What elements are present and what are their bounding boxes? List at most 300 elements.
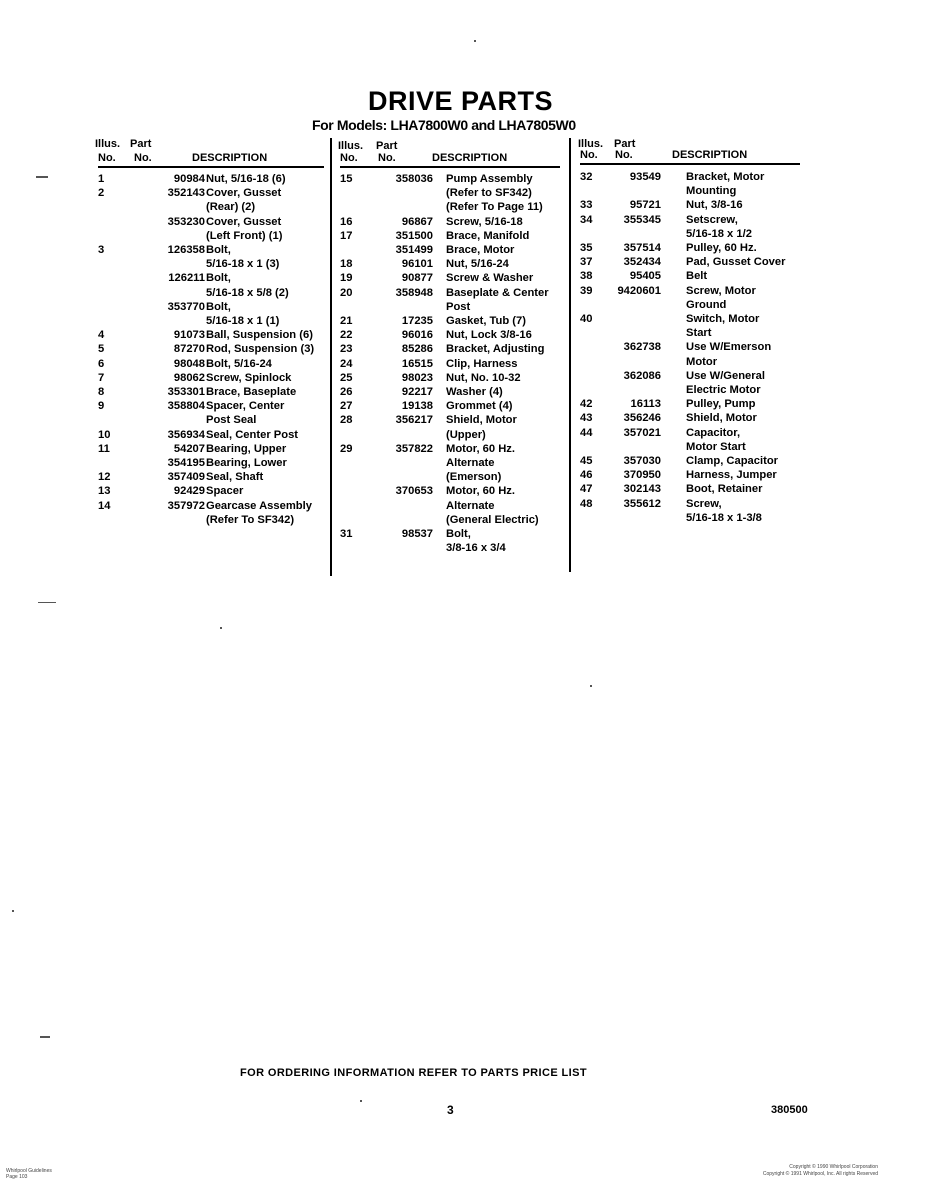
part-number: 352434 — [623, 256, 661, 269]
part-description — [446, 385, 560, 399]
description-line: Start — [686, 327, 712, 340]
scan-speck — [36, 176, 48, 178]
description-line: Pulley, 60 Hz. — [686, 242, 757, 255]
part-description — [446, 286, 560, 314]
table-row — [98, 300, 324, 328]
description-line: (General Electric) — [446, 513, 539, 526]
illus-number: 28 — [340, 414, 353, 427]
description-line: (Refer To SF342) — [206, 513, 295, 526]
table-row — [98, 442, 324, 456]
table-row — [340, 371, 560, 385]
header-rule — [580, 163, 800, 165]
description-line: Brace, Manifold — [446, 229, 530, 242]
illus-number: 34 — [580, 213, 593, 226]
table-row — [98, 385, 324, 399]
table-row — [340, 243, 560, 257]
part-description — [206, 442, 324, 456]
description-line: Alternate — [446, 457, 495, 470]
description-line: Baseplate & Center — [446, 286, 549, 299]
part-number: 90984 — [173, 173, 205, 185]
description-line: (Emerson) — [446, 471, 502, 484]
description-line: 5/16-18 x 1 (1) — [206, 315, 280, 328]
description-line: 5/16-18 x 1 (3) — [206, 258, 280, 271]
part-number: 92429 — [173, 485, 205, 498]
part-description — [686, 213, 800, 241]
illus-number: 11 — [98, 442, 110, 455]
illus-number: 17 — [340, 229, 353, 242]
description-line: 3/8-16 x 3/4 — [446, 542, 506, 555]
illus-number: 23 — [340, 343, 353, 356]
part-description — [206, 271, 324, 299]
table-row — [340, 215, 560, 229]
fine-print-right — [730, 1164, 878, 1178]
illus-number: 3 — [98, 244, 105, 257]
description-line: 5/16-18 x 1-3/8 — [686, 511, 762, 524]
description-line: Nut, 5/16-18 (6) — [206, 173, 286, 185]
parts-list — [580, 170, 800, 525]
illus-number: 1 — [98, 173, 105, 185]
illus-number: 48 — [580, 497, 593, 510]
description-line: Clamp, Capacitor — [686, 455, 779, 468]
part-description — [446, 271, 560, 285]
table-row — [340, 399, 560, 413]
illus-number: 8 — [98, 386, 105, 399]
part-label: Part — [130, 138, 152, 150]
description-line: Nut, 3/8-16 — [686, 199, 743, 212]
column-header — [95, 138, 324, 168]
part-number: 357972 — [167, 499, 205, 512]
description-line: Rod, Suspension (3) — [206, 343, 315, 356]
part-number: 356934 — [167, 428, 205, 441]
table-row — [98, 172, 324, 186]
scan-speck — [40, 1036, 50, 1038]
table-row — [580, 369, 800, 397]
scan-speck — [474, 40, 476, 42]
description-line: Seal, Shaft — [206, 471, 264, 484]
description-line: Use W/General — [686, 369, 765, 382]
part-description — [206, 399, 324, 427]
part-number: 126358 — [167, 244, 205, 257]
part-number: 353230 — [167, 215, 205, 228]
fine-print-line: Whirlpool Guidelines — [6, 1168, 52, 1174]
document-number: 380500 — [771, 1104, 808, 1116]
illus-number: 21 — [340, 315, 353, 328]
part-number: 19138 — [401, 400, 433, 413]
part-number: 16113 — [630, 398, 661, 411]
table-row — [340, 484, 560, 527]
description-line: Bolt, 5/16-24 — [206, 357, 272, 370]
table-row — [98, 243, 324, 271]
illus-label: Illus. — [95, 138, 121, 150]
part-number: 96867 — [401, 215, 433, 228]
description-label: DESCRIPTION — [192, 152, 268, 164]
table-row — [340, 271, 560, 285]
part-description — [686, 454, 800, 468]
part-number: 362086 — [623, 369, 661, 382]
description-line: Spacer, Center — [206, 400, 285, 413]
part-number: 95405 — [629, 270, 661, 283]
part-description — [446, 527, 560, 555]
part-number: 302143 — [623, 483, 661, 496]
illus-number: 16 — [340, 215, 353, 228]
table-row — [580, 284, 800, 312]
description-line: Screw, Spinlock — [206, 371, 292, 384]
part-number: 353770 — [167, 300, 205, 313]
part-description — [446, 357, 560, 371]
table-row — [340, 328, 560, 342]
part-description — [446, 328, 560, 342]
illus-number: 7 — [98, 371, 105, 384]
description-line: Switch, Motor — [686, 313, 760, 326]
table-row — [580, 497, 800, 525]
illus-number: 10 — [98, 428, 111, 441]
illus-number: 43 — [580, 412, 593, 425]
description-line: Gasket, Tub (7) — [446, 315, 526, 328]
illus-number: 12 — [98, 471, 111, 484]
illus-number: 29 — [340, 442, 353, 455]
part-number: 357021 — [623, 426, 661, 439]
table-row — [340, 286, 560, 314]
description-line: Screw, — [686, 497, 722, 510]
part-number: 358804 — [167, 400, 205, 413]
part-description — [686, 198, 800, 212]
page-title: DRIVE PARTS — [367, 86, 554, 116]
part-number: 357030 — [623, 455, 661, 468]
part-description — [686, 340, 800, 368]
description-line: (Refer To Page 11) — [446, 201, 543, 214]
part-description — [446, 243, 560, 257]
illus-number: 15 — [340, 173, 353, 185]
part-number: 355612 — [623, 497, 661, 510]
illus-number: 37 — [580, 256, 593, 269]
part-description — [446, 257, 560, 271]
part-description — [686, 369, 800, 397]
description-line: Bearing, Lower — [206, 457, 287, 470]
description-line: Ground — [686, 298, 727, 311]
parts-list — [98, 172, 324, 527]
part-description — [206, 328, 324, 342]
description-line: Bracket, Motor — [686, 171, 765, 183]
part-number: 357409 — [167, 471, 205, 484]
table-row — [340, 229, 560, 243]
illus-number: 39 — [580, 284, 593, 297]
table-row — [340, 413, 560, 441]
description-line: Bolt, — [446, 528, 471, 541]
illus-number: 42 — [580, 398, 593, 411]
description-line: Motor Start — [686, 440, 746, 453]
part-description — [686, 411, 800, 425]
description-line: Bearing, Upper — [206, 442, 287, 455]
part-number: 370950 — [623, 469, 661, 482]
table-row — [580, 269, 800, 283]
part-description — [446, 172, 560, 215]
illus-label: Illus. — [338, 140, 364, 152]
description-line: Post Seal — [206, 414, 257, 427]
ordering-note: FOR ORDERING INFORMATION REFER TO PARTS PRICE LIST — [240, 1067, 587, 1079]
description-line: Setscrew, — [686, 213, 738, 226]
table-row — [98, 271, 324, 299]
table-row — [340, 257, 560, 271]
description-line: Cover, Gusset — [206, 215, 282, 228]
description-line: Ball, Suspension (6) — [206, 329, 313, 342]
part-number: 351499 — [395, 244, 433, 257]
part-number: 96016 — [401, 329, 433, 342]
part-description — [686, 170, 800, 198]
part-description — [686, 497, 800, 525]
table-row — [580, 340, 800, 368]
part-number: 95721 — [629, 199, 661, 212]
part-description — [686, 255, 800, 269]
fine-print-line: Copyright © 1990 Whirlpool Corporation — [789, 1164, 878, 1170]
part-description — [446, 413, 560, 441]
part-number: 98023 — [401, 371, 433, 384]
part-number: 87270 — [173, 343, 205, 356]
description-line: Pulley, Pump — [686, 398, 756, 411]
illus-number: 2 — [98, 187, 105, 200]
table-row — [580, 454, 800, 468]
description-line: Shield, Motor — [446, 414, 517, 427]
table-row — [580, 213, 800, 241]
illus-number: 32 — [580, 171, 593, 183]
part-number: 17235 — [401, 315, 433, 328]
no-label: No. — [98, 152, 116, 164]
part-description — [446, 371, 560, 385]
description-line: Motor, 60 Hz. — [446, 485, 515, 498]
description-line: Grommet (4) — [446, 400, 513, 413]
part-number: 356217 — [395, 414, 433, 427]
part-description — [206, 456, 324, 470]
part-label: Part — [614, 138, 636, 150]
part-description — [206, 243, 324, 271]
illus-label: Illus. — [578, 138, 604, 150]
table-row — [340, 172, 560, 215]
table-row — [98, 371, 324, 385]
scan-speck — [220, 627, 222, 629]
description-line: Spacer — [206, 485, 244, 498]
part-description — [206, 371, 324, 385]
illus-number: 4 — [98, 329, 105, 342]
part-description — [686, 241, 800, 255]
description-line: Belt — [686, 270, 708, 283]
description-line: Pump Assembly — [446, 173, 533, 185]
description-line: Gearcase Assembly — [206, 499, 312, 512]
illus-number: 35 — [580, 242, 593, 255]
part-description — [686, 284, 800, 312]
part-number: 354195 — [167, 457, 205, 470]
illus-number: 13 — [98, 485, 111, 498]
fine-print-line: Copyright © 1991 Whirlpool, Inc. All rights Reserved — [762, 1171, 878, 1177]
description-line: 5/16-18 x 5/8 (2) — [206, 286, 289, 299]
part-number: 91073 — [173, 329, 205, 342]
table-row — [580, 170, 800, 198]
part-number: 96101 — [401, 258, 433, 271]
part-description — [446, 442, 560, 485]
part-number: 358036 — [395, 173, 433, 185]
description-line: Harness, Jumper — [686, 469, 777, 482]
part-number: 16515 — [401, 357, 433, 370]
part-number: 85286 — [401, 343, 433, 356]
part-description — [446, 229, 560, 243]
description-label: DESCRIPTION — [432, 152, 508, 164]
table-row — [340, 357, 560, 371]
description-line: Post — [446, 300, 471, 313]
part-description — [686, 269, 800, 283]
part-description — [206, 357, 324, 371]
illus-number: 14 — [98, 499, 111, 512]
illus-number: 24 — [340, 357, 353, 370]
part-number: 93549 — [629, 171, 661, 183]
table-row — [98, 215, 324, 243]
part-no-label: No. — [378, 152, 396, 164]
illus-number: 27 — [340, 400, 353, 413]
description-line: Brace, Baseplate — [206, 386, 297, 399]
table-row — [580, 255, 800, 269]
illus-number: 33 — [580, 199, 593, 212]
table-row — [580, 312, 800, 340]
illus-number: 26 — [340, 386, 353, 399]
part-description — [686, 426, 800, 454]
part-no-label: No. — [615, 149, 633, 161]
part-number: 98537 — [401, 528, 433, 541]
part-number: 353301 — [167, 386, 205, 399]
part-description — [206, 300, 324, 328]
description-line: Brace, Motor — [446, 244, 515, 257]
table-row — [580, 397, 800, 411]
table-row — [340, 385, 560, 399]
part-description — [206, 385, 324, 399]
description-line: 5/16-18 x 1/2 — [686, 227, 752, 240]
part-description — [446, 314, 560, 328]
part-description — [686, 468, 800, 482]
part-number: 355345 — [623, 213, 661, 226]
description-line: Motor — [686, 355, 718, 368]
table-row — [98, 399, 324, 427]
illus-number: 25 — [340, 371, 353, 384]
table-row — [340, 342, 560, 356]
part-description — [686, 397, 800, 411]
part-number: 356246 — [623, 412, 661, 425]
part-number: 362738 — [623, 341, 661, 354]
column-divider — [330, 138, 332, 576]
description-line: Boot, Retainer — [686, 483, 763, 496]
table-row — [580, 241, 800, 255]
part-description — [206, 484, 324, 498]
description-line: Mounting — [686, 185, 737, 198]
description-line: Use W/Emerson — [686, 341, 772, 354]
part-number: 98048 — [173, 357, 205, 370]
part-number: 90877 — [401, 272, 433, 285]
illus-number: 6 — [98, 357, 105, 370]
part-number: 357822 — [395, 442, 433, 455]
scan-speck — [12, 910, 14, 912]
table-row — [98, 328, 324, 342]
description-line: Screw, Motor — [686, 284, 756, 297]
table-row — [98, 470, 324, 484]
description-line: Seal, Center Post — [206, 428, 299, 441]
description-line: Nut, No. 10-32 — [446, 371, 521, 384]
part-description — [446, 484, 560, 527]
table-row — [580, 411, 800, 425]
header-rule — [98, 166, 324, 168]
part-number: 92217 — [401, 386, 433, 399]
part-number: 370653 — [395, 485, 433, 498]
part-description — [206, 215, 324, 243]
table-row — [340, 442, 560, 485]
no-label: No. — [580, 149, 598, 161]
table-row — [98, 428, 324, 442]
fine-print-left — [6, 1168, 52, 1180]
description-line: (Rear) (2) — [206, 201, 256, 214]
illus-number: 40 — [580, 313, 593, 326]
table-row — [340, 314, 560, 328]
part-description — [686, 482, 800, 496]
part-number: 352143 — [167, 187, 205, 200]
description-line: (Refer to SF342) — [446, 187, 532, 200]
description-line: Screw & Washer — [446, 272, 534, 285]
description-line: Screw, 5/16-18 — [446, 215, 523, 228]
part-number: 54207 — [173, 442, 205, 455]
illus-number: 31 — [340, 528, 353, 541]
table-row — [98, 484, 324, 498]
table-row — [580, 426, 800, 454]
part-no-label: No. — [134, 152, 152, 164]
illus-number: 18 — [340, 258, 353, 271]
models-subtitle: For Models: LHA7800W0 and LHA7805W0 — [312, 117, 576, 133]
table-row — [580, 482, 800, 496]
description-line: (Left Front) (1) — [206, 229, 283, 242]
table-row — [98, 357, 324, 371]
part-number: 126211 — [168, 272, 205, 285]
part-description — [206, 342, 324, 356]
part-description — [206, 499, 324, 527]
part-number: 357514 — [623, 242, 661, 255]
scan-speck — [590, 685, 592, 687]
parts-column-3 — [580, 138, 800, 525]
description-line: (Upper) — [446, 428, 486, 441]
illus-number: 46 — [580, 469, 593, 482]
description-line: Alternate — [446, 499, 495, 512]
part-number: 98062 — [173, 371, 205, 384]
illus-number: 47 — [580, 483, 593, 496]
header-rule — [340, 166, 560, 168]
column-divider — [569, 138, 571, 572]
part-description — [446, 342, 560, 356]
scan-speck — [360, 1100, 362, 1102]
illus-number: 20 — [340, 286, 353, 299]
illus-number: 22 — [340, 329, 353, 342]
illus-number: 9 — [98, 400, 105, 413]
part-description — [206, 428, 324, 442]
description-line: Shield, Motor — [686, 412, 757, 425]
illus-number: 19 — [340, 272, 353, 285]
part-number: 9420601 — [617, 284, 661, 297]
column-header — [340, 138, 560, 168]
part-description — [446, 215, 560, 229]
table-row — [98, 342, 324, 356]
part-description — [206, 172, 324, 186]
no-label: No. — [340, 152, 358, 164]
description-line: Motor, 60 Hz. — [446, 442, 515, 455]
description-line: Bolt, — [206, 272, 231, 285]
table-row — [98, 456, 324, 470]
description-line: Bolt, — [206, 244, 231, 257]
illus-number: 44 — [580, 426, 593, 439]
illus-number: 5 — [98, 343, 105, 356]
part-number: 358948 — [395, 286, 433, 299]
description-line: Bolt, — [206, 300, 231, 313]
part-description — [206, 186, 324, 214]
description-line: Pad, Gusset Cover — [686, 256, 786, 269]
